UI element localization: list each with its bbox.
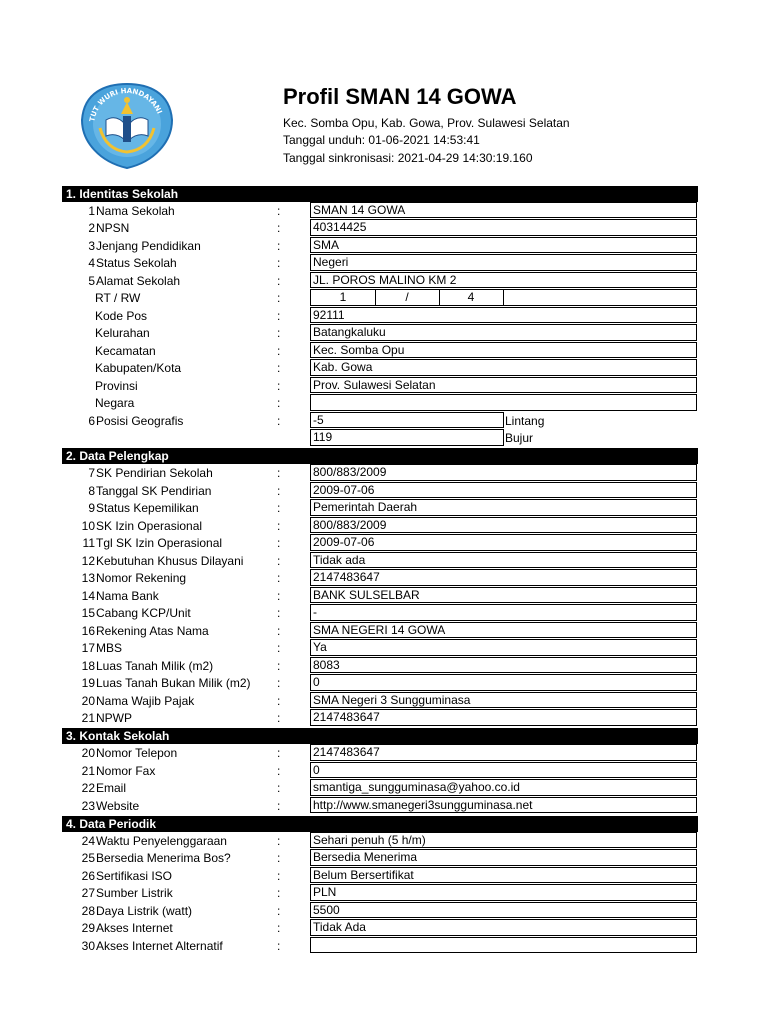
field-number: 22 <box>81 781 95 795</box>
latitude-unit: Lintang <box>505 413 545 428</box>
svg-text:TUT WURI HANDAYANI: TUT WURI HANDAYANI <box>88 86 164 123</box>
field-row-kabupaten <box>62 359 698 377</box>
field-value: Kec. Somba Opu <box>310 342 697 359</box>
field-label: Email <box>96 781 127 795</box>
field-value: 2147483647 <box>310 744 697 761</box>
rtrw-cells <box>310 289 697 306</box>
field-label: Kecamatan <box>95 343 156 358</box>
field-row <box>62 569 698 587</box>
field-value: 0 <box>310 674 697 691</box>
field-colon: : <box>277 711 281 725</box>
field-label: SK Izin Operasional <box>96 518 203 533</box>
field-colon: : <box>277 763 281 778</box>
field-number: 13 <box>81 571 95 585</box>
field-label: Kebutuhan Khusus Dilayani <box>96 553 244 568</box>
field-value: 2009-07-06 <box>310 534 697 551</box>
field-row <box>62 604 698 622</box>
field-label: Kabupaten/Kota <box>95 361 182 375</box>
field-number: 9 <box>88 501 95 515</box>
field-colon: : <box>277 291 281 305</box>
field-colon: : <box>277 868 281 883</box>
field-number: 6 <box>88 413 95 428</box>
field-colon: : <box>277 483 281 498</box>
field-row <box>62 692 698 710</box>
longitude-value: 119 <box>310 429 504 446</box>
download-date: Tanggal unduh: 01-06-2021 14:53:41 <box>283 133 480 147</box>
field-row <box>62 622 698 640</box>
field-value: Tidak ada <box>310 552 697 569</box>
field-value: SMA Negeri 3 Sungguminasa <box>310 692 697 709</box>
field-label: Negara <box>95 396 135 410</box>
field-value: Prov. Sulawesi Selatan <box>310 377 697 394</box>
field-number: 10 <box>81 518 95 533</box>
field-row <box>62 779 698 797</box>
field-row <box>62 657 698 675</box>
field-colon: : <box>277 221 281 235</box>
field-number: 29 <box>81 921 95 935</box>
field-colon: : <box>277 326 281 340</box>
field-colon: : <box>277 658 281 673</box>
field-colon: : <box>277 571 281 585</box>
field-row <box>62 534 698 552</box>
field-label: Sertifikasi ISO <box>96 868 173 883</box>
field-label: Alamat Sekolah <box>96 273 181 288</box>
field-label: RT / RW <box>95 291 141 305</box>
field-colon: : <box>277 361 281 375</box>
field-colon: : <box>277 203 281 218</box>
field-colon: : <box>277 343 281 358</box>
field-number: 11 <box>82 536 95 550</box>
field-colon: : <box>277 588 281 603</box>
section-header-kontak: 3. Kontak Sekolah <box>62 728 698 744</box>
field-number: 20 <box>81 693 95 708</box>
field-label: Cabang KCP/Unit <box>96 606 191 620</box>
field-colon: : <box>277 466 281 480</box>
field-label: Nomor Telepon <box>96 746 178 760</box>
field-number: 17 <box>81 641 95 655</box>
field-row <box>62 744 698 762</box>
field-label: Tgl SK Izin Operasional <box>96 536 223 550</box>
field-value: Sehari penuh (5 h/m) <box>310 832 697 849</box>
field-label: NPSN <box>96 221 130 235</box>
field-value <box>310 937 697 954</box>
field-row <box>62 867 698 885</box>
school-location: Kec. Somba Opu, Kab. Gowa, Prov. Sulawesi Selatan <box>283 116 570 130</box>
field-number: 14 <box>81 588 95 603</box>
field-row-npsn <box>62 219 698 237</box>
field-value: 40314425 <box>310 219 697 236</box>
field-colon: : <box>277 518 281 533</box>
profile-sheet <box>62 184 698 954</box>
field-row-negara <box>62 394 698 412</box>
sync-date: Tanggal sinkronisasi: 2021-04-29 14:30:19.160 <box>283 151 533 165</box>
field-value: Belum Bersertifikat <box>310 867 697 884</box>
field-label: SK Pendirian Sekolah <box>96 466 213 480</box>
field-row <box>62 849 698 867</box>
field-value: SMA NEGERI 14 GOWA <box>310 622 697 639</box>
field-number: 30 <box>81 938 95 953</box>
page-title: Profil SMAN 14 GOWA <box>283 84 517 109</box>
field-colon: : <box>277 273 281 288</box>
field-label: Waktu Penyelenggaraan <box>96 833 227 848</box>
field-row <box>62 797 698 815</box>
field-label: MBS <box>96 641 123 655</box>
field-label: Nama Sekolah <box>96 203 175 218</box>
field-row-kelurahan <box>62 324 698 342</box>
field-label: Nomor Rekening <box>96 571 187 585</box>
field-colon: : <box>277 641 281 655</box>
field-colon: : <box>277 903 281 918</box>
field-colon: : <box>277 413 281 428</box>
field-row <box>62 762 698 780</box>
field-colon: : <box>277 396 281 410</box>
field-number: 5 <box>88 273 95 288</box>
field-value: Pemerintah Daerah <box>310 499 697 516</box>
field-colon: : <box>277 378 281 393</box>
field-row-posisi-lintang <box>62 412 698 430</box>
field-number: 15 <box>81 606 95 620</box>
field-colon: : <box>277 938 281 953</box>
field-number: 20 <box>81 746 95 760</box>
field-colon: : <box>277 308 281 323</box>
field-colon: : <box>277 921 281 935</box>
field-number: 21 <box>81 763 95 778</box>
field-row <box>62 482 698 500</box>
field-number: 26 <box>81 868 95 883</box>
field-row-posisi-bujur <box>62 429 698 447</box>
field-colon: : <box>277 851 281 865</box>
field-row <box>62 464 698 482</box>
field-value: http://www.smanegeri3sungguminasa.net <box>310 797 697 814</box>
field-colon: : <box>277 693 281 708</box>
field-number: 2 <box>88 221 95 235</box>
field-label: Website <box>96 798 140 813</box>
field-value: JL. POROS MALINO KM 2 <box>310 272 697 289</box>
field-value: 8083 <box>310 657 697 674</box>
field-row-jenjang <box>62 237 698 255</box>
field-value: 2147483647 <box>310 569 697 586</box>
field-value: 800/883/2009 <box>310 464 697 481</box>
field-number: 21 <box>81 711 95 725</box>
field-number: 27 <box>81 886 95 900</box>
field-value: Negeri <box>310 254 697 271</box>
field-number: 1 <box>88 203 95 218</box>
field-number: 3 <box>88 238 95 253</box>
field-colon: : <box>277 606 281 620</box>
field-colon: : <box>277 676 281 690</box>
field-label: Sumber Listrik <box>96 886 173 900</box>
field-row <box>62 709 698 727</box>
field-label: Nama Bank <box>96 588 159 603</box>
field-number: 25 <box>81 851 95 865</box>
field-label: Kelurahan <box>95 326 150 340</box>
field-label: Daya Listrik (watt) <box>96 903 193 918</box>
field-number: 23 <box>81 798 95 813</box>
field-colon: : <box>277 623 281 638</box>
field-label: Bersedia Menerima Bos? <box>96 851 231 865</box>
field-colon: : <box>277 536 281 550</box>
field-label: Provinsi <box>95 378 138 393</box>
field-label: Akses Internet <box>96 921 173 935</box>
field-value: 2147483647 <box>310 709 697 726</box>
field-label: Status Sekolah <box>96 256 177 270</box>
field-colon: : <box>277 256 281 270</box>
field-row <box>62 884 698 902</box>
field-colon: : <box>277 746 281 760</box>
field-row <box>62 902 698 920</box>
field-number: 8 <box>88 483 95 498</box>
field-label: Tanggal SK Pendirian <box>96 483 212 498</box>
field-row <box>62 499 698 517</box>
rt-value: 1 <box>311 290 376 305</box>
field-row-rtrw <box>62 289 698 307</box>
field-value: Kab. Gowa <box>310 359 697 376</box>
longitude-unit: Bujur <box>505 431 534 445</box>
field-number: 4 <box>88 256 95 270</box>
field-label: NPWP <box>96 711 132 725</box>
field-value: Ya <box>310 639 697 656</box>
field-number: 12 <box>81 553 95 568</box>
field-row <box>62 587 698 605</box>
field-label: Akses Internet Alternatif <box>96 938 223 953</box>
field-value: Bersedia Menerima <box>310 849 697 866</box>
field-colon: : <box>277 798 281 813</box>
field-row <box>62 919 698 937</box>
field-colon: : <box>277 886 281 900</box>
field-row <box>62 674 698 692</box>
field-number: 7 <box>88 466 95 480</box>
field-row-alamat <box>62 272 698 290</box>
field-value: - <box>310 604 697 621</box>
field-label: Posisi Geografis <box>96 413 184 428</box>
field-value: 2009-07-06 <box>310 482 697 499</box>
field-colon: : <box>277 238 281 253</box>
field-label: Nomor Fax <box>96 763 156 778</box>
field-colon: : <box>277 833 281 848</box>
section-header-identitas: 1. Identitas Sekolah <box>62 186 698 202</box>
field-value: PLN <box>310 884 697 901</box>
field-value: Tidak Ada <box>310 919 697 936</box>
field-row <box>62 639 698 657</box>
field-number: 19 <box>81 676 95 690</box>
field-label: Kode Pos <box>95 308 148 323</box>
field-value: 5500 <box>310 902 697 919</box>
latitude-value: -5 <box>310 412 504 429</box>
field-value: Batangkaluku <box>310 324 697 341</box>
rw-value: 4 <box>439 290 504 305</box>
field-label: Jenjang Pendidikan <box>96 238 201 253</box>
field-number: 28 <box>81 903 95 918</box>
field-row-status <box>62 254 698 272</box>
field-value: SMA <box>310 237 697 254</box>
field-row <box>62 517 698 535</box>
field-row <box>62 937 698 955</box>
field-row-kecamatan <box>62 342 698 360</box>
field-row <box>62 832 698 850</box>
field-row-nama-sekolah <box>62 202 698 220</box>
field-row <box>62 552 698 570</box>
field-value: 0 <box>310 762 697 779</box>
tut-wuri-handayani-logo <box>76 80 178 170</box>
field-number: 24 <box>81 833 95 848</box>
field-number: 18 <box>81 658 95 673</box>
section-header-periodik: 4. Data Periodik <box>62 816 698 832</box>
field-value: 92111 <box>310 307 697 324</box>
field-value <box>310 394 697 411</box>
field-label: Rekening Atas Nama <box>96 623 209 638</box>
field-row-provinsi <box>62 377 698 395</box>
field-label: Luas Tanah Bukan Milik (m2) <box>96 676 251 690</box>
field-colon: : <box>277 781 281 795</box>
field-row-kodepos <box>62 307 698 325</box>
field-label: Status Kepemilikan <box>96 501 199 515</box>
rtrw-separator: / <box>375 290 440 305</box>
section-header-pelengkap: 2. Data Pelengkap <box>62 448 698 464</box>
field-colon: : <box>277 553 281 568</box>
field-value: SMAN 14 GOWA <box>310 202 697 219</box>
field-number: 16 <box>81 623 95 638</box>
field-label: Luas Tanah Milik (m2) <box>96 658 214 673</box>
field-label: Nama Wajib Pajak <box>96 693 195 708</box>
field-value: 800/883/2009 <box>310 517 697 534</box>
field-value: smantiga_sungguminasa@yahoo.co.id <box>310 779 697 796</box>
field-value: BANK SULSELBAR <box>310 587 697 604</box>
field-colon: : <box>277 501 281 515</box>
